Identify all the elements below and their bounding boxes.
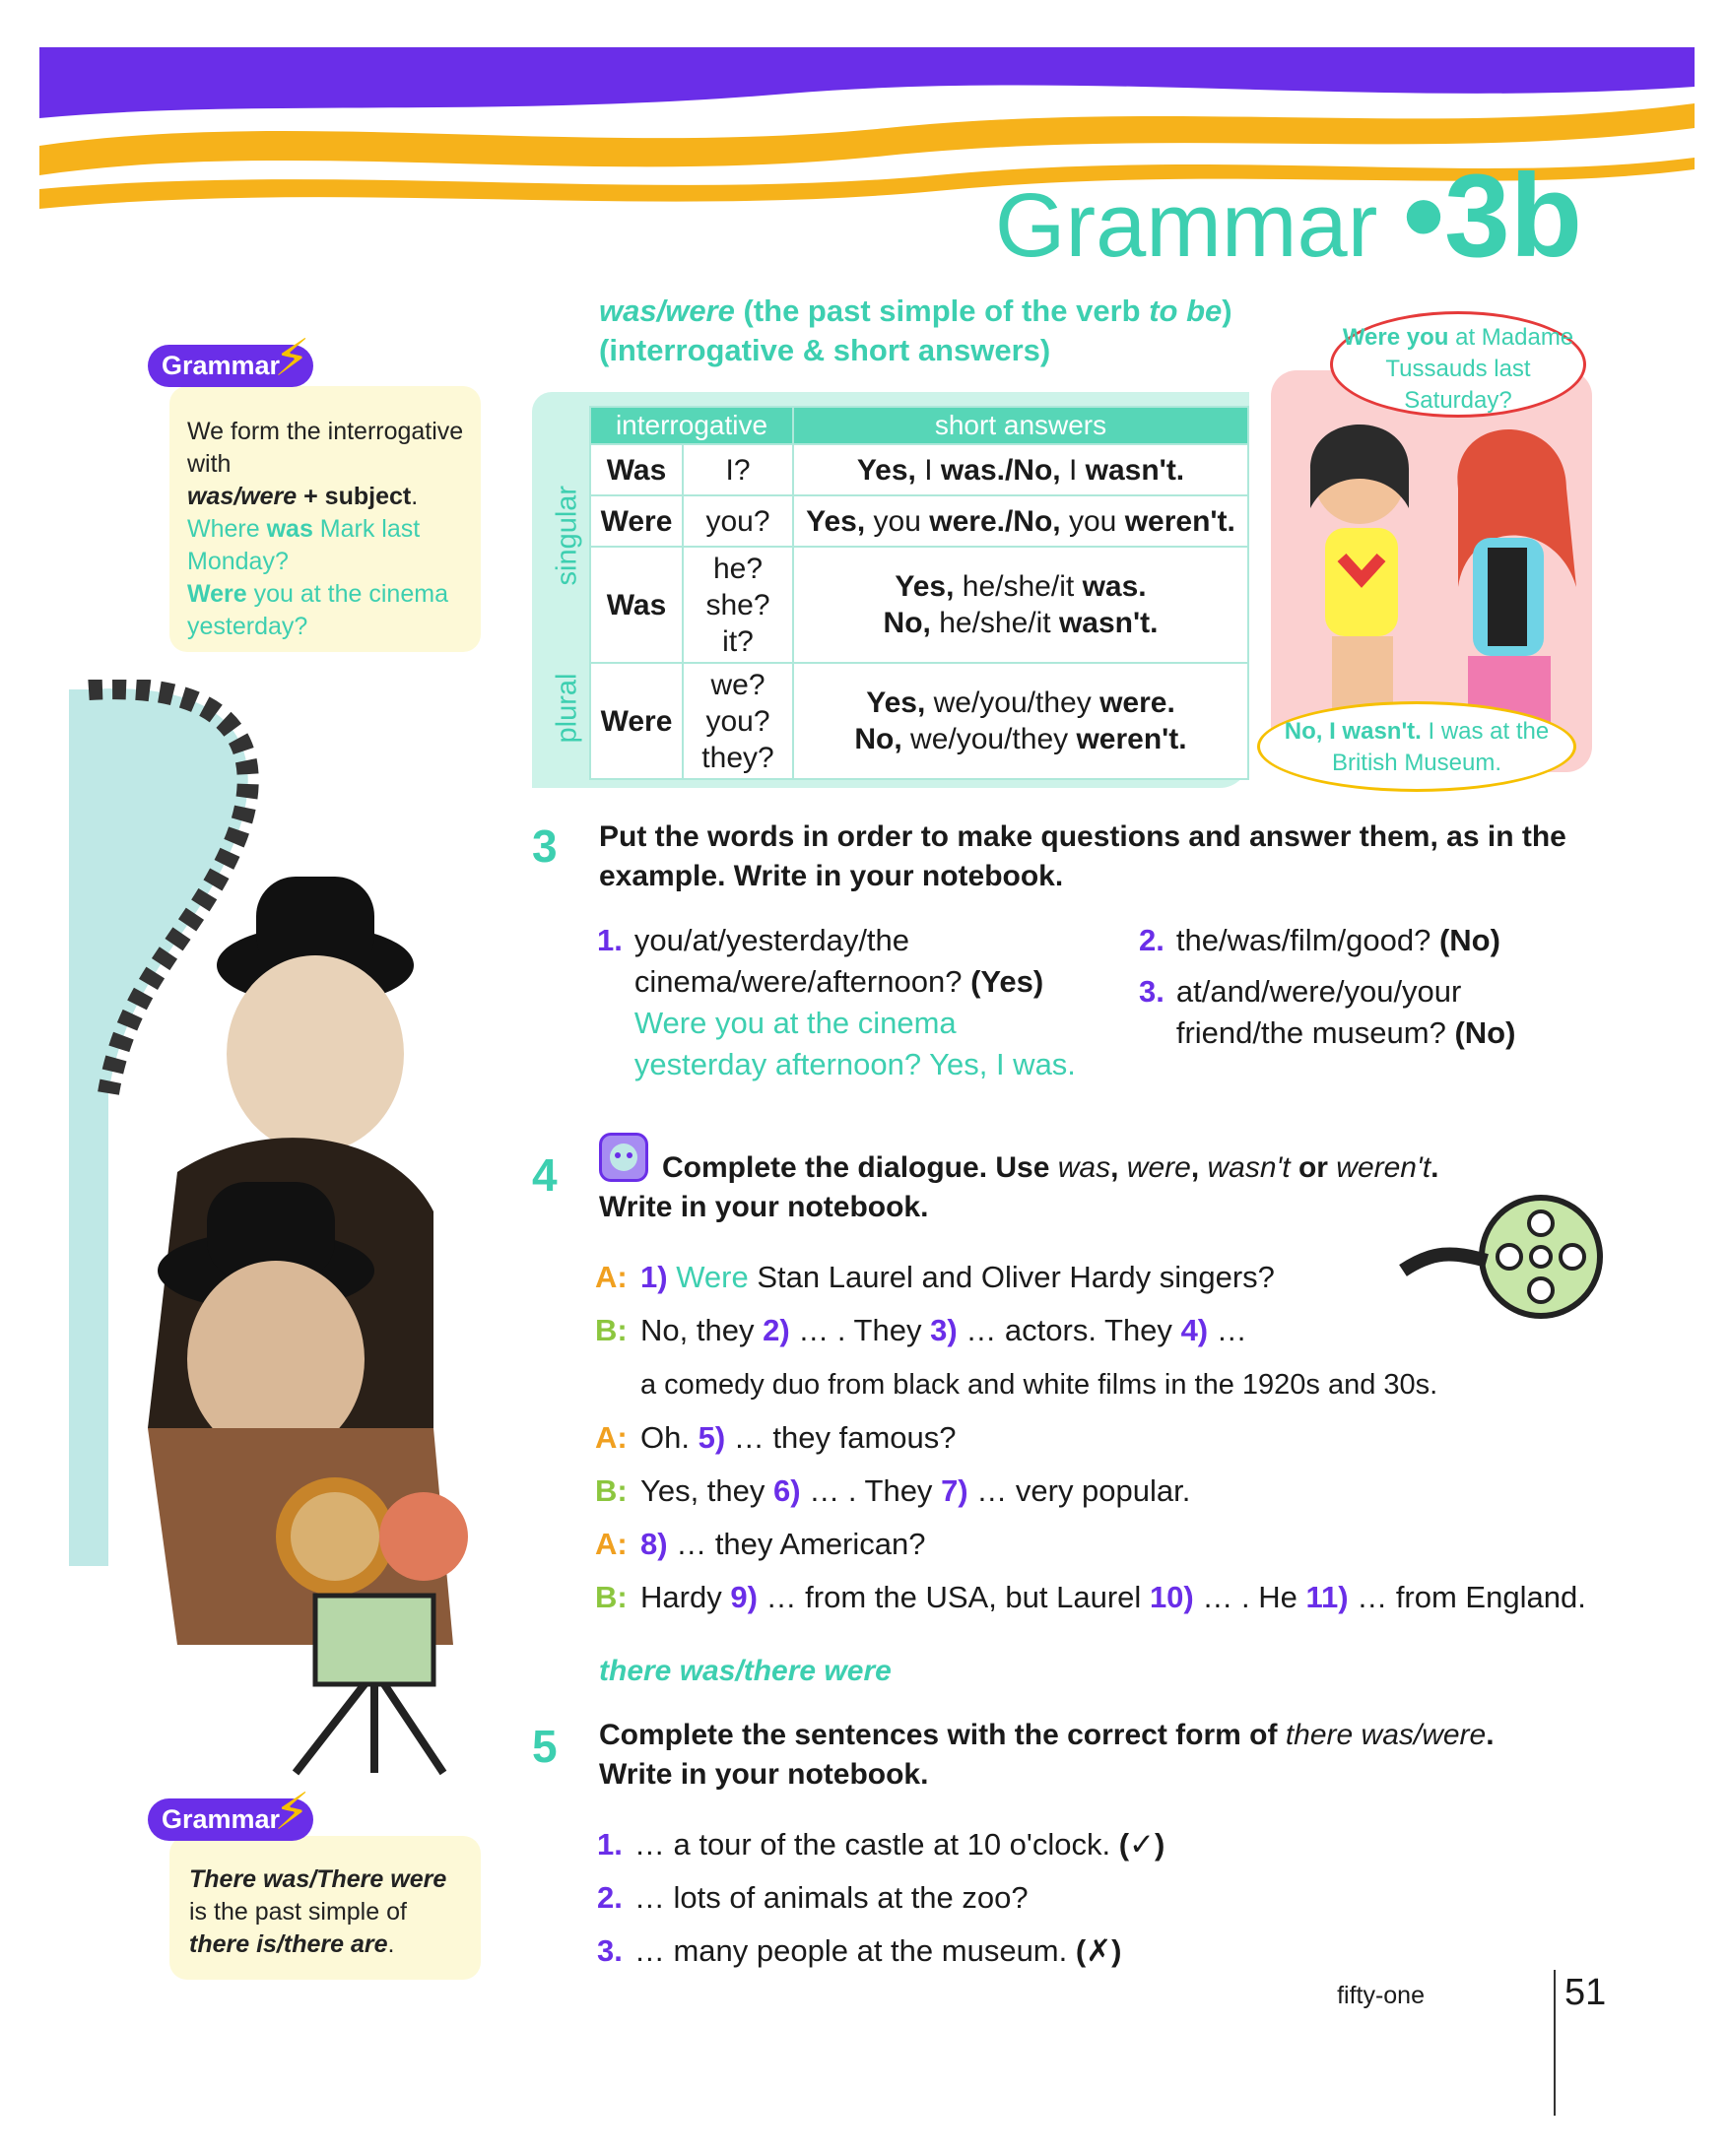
answer-cell — [793, 663, 1248, 779]
answer-subject: I — [924, 453, 933, 487]
blank-number: 7) — [941, 1473, 968, 1508]
item-number: 3. — [1139, 974, 1164, 1009]
item-text: … a tour of the castle at 10 o'clock. — [633, 1827, 1111, 1862]
page-number-word: fifty-one — [1337, 1982, 1425, 2009]
item-mark: (✓) — [1118, 1827, 1165, 1862]
dialogue-line — [595, 1524, 1586, 1565]
dialogue-text: Oh. — [640, 1420, 690, 1455]
speaker-label: A: — [595, 1527, 628, 1561]
list-item — [1139, 920, 1572, 1054]
grammar-tag-label: Grammar — [148, 1798, 313, 1841]
dialogue-text: … they famous? — [733, 1420, 957, 1455]
dialogue-text: … . He — [1202, 1580, 1298, 1614]
instruction-word: weren't — [1336, 1151, 1431, 1184]
instruction-word: there was/were — [1285, 1719, 1487, 1751]
answer-subject: he/she/it — [939, 607, 1051, 639]
answer-bold: Yes, — [806, 504, 866, 538]
example-answer: Were — [676, 1260, 749, 1294]
blank-number: 11) — [1305, 1580, 1349, 1614]
exercise-number: 5 — [532, 1721, 558, 1772]
verb-cell: Was — [590, 547, 683, 663]
dialogue-text: Hardy — [640, 1580, 722, 1614]
speaker-label: A: — [595, 1260, 628, 1294]
speaker-label: B: — [595, 1473, 628, 1508]
answer-bold: wasn't. — [1058, 607, 1159, 639]
blank-number: 4) — [1180, 1313, 1209, 1347]
dialogue-text: Stan Laurel and Oliver Hardy singers? — [757, 1260, 1275, 1294]
list-item — [597, 1824, 1164, 1865]
answer-subject: we/you/they — [933, 686, 1092, 719]
answer-cell — [793, 547, 1248, 663]
item-text: … lots of animals at the zoo? — [633, 1880, 1029, 1915]
blank-number: 6) — [773, 1473, 801, 1508]
page-title: Grammar •3b — [994, 150, 1582, 282]
dialogue — [595, 1257, 1586, 1618]
speaker-label: B: — [595, 1313, 628, 1347]
answer-bold: weren't. — [1076, 723, 1187, 755]
exercise-number: 4 — [532, 1149, 558, 1201]
label-singular: singular — [551, 485, 583, 586]
answer-bold: Yes, — [856, 453, 916, 487]
dialogue-line — [595, 1310, 1586, 1351]
lightning-icon: ⚡ — [274, 330, 310, 387]
pronoun: we? — [710, 668, 765, 701]
note-text: We form the interrogative with — [187, 418, 464, 478]
table-header-row — [590, 407, 1248, 444]
instruction-word: wasn't — [1207, 1151, 1291, 1184]
dialogue-text: … from the USA, but Laurel — [765, 1580, 1142, 1614]
answer-bold: Yes, — [866, 686, 926, 719]
item-hint: (No) — [1438, 923, 1500, 957]
list-item — [597, 1930, 1164, 1972]
item-hint: (Yes) — [970, 964, 1044, 999]
example-text: you at the cinema yesterday? — [187, 580, 448, 640]
speech-bubble-question — [1330, 311, 1586, 418]
dialogue-text: No, they — [640, 1313, 755, 1347]
instruction-word: were — [1126, 1151, 1191, 1184]
list-item — [597, 1877, 1164, 1919]
answer-cell — [793, 444, 1248, 495]
speaker-label: A: — [595, 1420, 628, 1455]
note-bold: there is/there are — [189, 1930, 388, 1958]
example-text: Mark last Monday? — [187, 515, 421, 575]
item-number: 1. — [597, 1827, 623, 1862]
dialogue-line — [595, 1363, 1586, 1405]
example-text: Where — [187, 515, 267, 543]
note-formula-rest: + subject — [303, 483, 412, 510]
heading-close: ) — [1222, 294, 1232, 328]
instruction-text: Complete the dialogue. Use — [662, 1151, 1050, 1184]
dialogue-text: … — [1216, 1313, 1247, 1347]
grammar-note-box-1: We form the interrogative with was/were + subject. Where was Mark last Monday? Were you at the cinema yesterday? — [169, 386, 481, 652]
exercise-instruction: Complete the sentences with the correct form of there was/were. Write in your notebook. — [599, 1719, 1495, 1791]
example-highlight: was — [266, 515, 313, 543]
item-number: 3. — [597, 1933, 623, 1968]
pronoun: it? — [722, 624, 754, 658]
col-short-answers: short answers — [793, 407, 1248, 444]
footer-divider — [1554, 1970, 1556, 2116]
exercise-instruction: Put the words in order to make questions and answer them, as in the example. Write in your notebook. — [599, 820, 1566, 892]
bubble-text: at Madame Tussauds last Saturday? — [1385, 324, 1574, 414]
col-interrogative: interrogative — [590, 407, 793, 444]
section-subheading: there was/there were — [599, 1655, 892, 1687]
answer-cell — [793, 495, 1248, 547]
exercise-instruction: Complete the dialogue. Use was, were, wasn't or weren't. — [662, 1151, 1439, 1184]
instruction-text: or — [1298, 1151, 1328, 1184]
lightning-icon: ⚡ — [274, 1784, 310, 1841]
item-text: at/and/were/you/your friend/the museum? — [1175, 974, 1462, 1050]
blank-number: 5) — [698, 1420, 726, 1455]
exercise5-list — [597, 1824, 1164, 1972]
dialogue-text: a comedy duo from black and white films in the 1920s and 30s. — [640, 1369, 1438, 1401]
item-text: … many people at the museum. — [633, 1933, 1068, 1968]
title-code: 3b — [1443, 150, 1582, 282]
table-row — [590, 495, 1248, 547]
item-text: you/at/yesterday/the cinema/were/afternoon? — [633, 923, 963, 999]
heading-text: (the past simple of the verb — [743, 294, 1141, 328]
answer-bold: No, — [854, 723, 902, 755]
table-row — [590, 663, 1248, 779]
table-row — [590, 547, 1248, 663]
answer-bold: No, — [883, 607, 931, 639]
page-number: 51 — [1564, 1972, 1607, 2013]
list-item — [597, 920, 1090, 1085]
note-formula-italic: was/were — [187, 483, 298, 510]
blank-number: 3) — [930, 1313, 958, 1347]
answer-subject: you — [873, 504, 921, 538]
answer-bold: were./No, — [929, 504, 1061, 538]
bubble-bold: No, I wasn't. — [1284, 718, 1422, 745]
grammar-tag-2 — [148, 1784, 313, 1841]
dialogue-line — [595, 1257, 1586, 1298]
item-hint: (No) — [1454, 1015, 1516, 1050]
example-highlight: Were — [187, 580, 247, 608]
bubble-bold: Were you — [1342, 324, 1449, 351]
dialogue-text: … very popular. — [976, 1473, 1191, 1508]
dialogue-line — [595, 1470, 1586, 1512]
item-text: the/was/film/good? — [1175, 923, 1431, 957]
dialogue-text: … they American? — [676, 1527, 926, 1561]
blank-number: 9) — [730, 1580, 758, 1614]
pronoun-cell — [683, 663, 793, 779]
speech-bubble-answer — [1257, 701, 1576, 792]
answer-bold: was./No, — [940, 453, 1061, 487]
dialogue-text: … actors. They — [965, 1313, 1172, 1347]
instruction-word: was — [1057, 1151, 1111, 1184]
heading-verb: to be — [1149, 294, 1223, 328]
table-row — [590, 444, 1248, 495]
answer-bold: Yes, — [895, 570, 955, 603]
dialogue-line — [595, 1417, 1586, 1459]
item-example-answer: Were you at the cinema yesterday afternoon? Yes, I was. — [633, 1006, 1076, 1081]
answer-subject: he/she/it — [962, 570, 1075, 603]
title-word: Grammar — [994, 175, 1378, 276]
table-heading — [599, 292, 1232, 370]
blank-number: 10) — [1149, 1580, 1194, 1614]
pronoun-cell: I? — [683, 444, 793, 495]
verb-cell: Was — [590, 444, 683, 495]
bubble-text: I was at the British Museum. — [1331, 718, 1550, 776]
item-mark: (✗) — [1075, 1933, 1122, 1968]
answer-bold: were. — [1099, 686, 1175, 719]
dialogue-text: … . They — [809, 1473, 933, 1508]
instruction-text: Complete the sentences with the correct form of — [599, 1719, 1278, 1751]
pronoun-cell — [683, 547, 793, 663]
answer-bold: wasn't. — [1085, 453, 1185, 487]
game-controller-icon — [599, 1133, 648, 1182]
pronoun: she? — [705, 588, 770, 621]
heading-line2: (interrogative & short answers) — [599, 333, 1051, 367]
answer-subject: I — [1068, 453, 1078, 487]
exercise-number: 3 — [532, 820, 558, 872]
grammar-tag-label: Grammar — [148, 345, 313, 387]
dialogue-text: … from England. — [1357, 1580, 1586, 1614]
blank-number: 1) — [640, 1260, 668, 1294]
item-number: 1. — [597, 923, 623, 957]
answer-bold: weren't. — [1124, 504, 1235, 538]
answer-bold: was. — [1082, 570, 1147, 603]
item-number: 2. — [1139, 923, 1164, 957]
comedians-illustration — [69, 680, 483, 1783]
pronoun-cell: you? — [683, 495, 793, 547]
exercise-instruction-2: Write in your notebook. — [599, 1191, 929, 1223]
blank-number: 2) — [763, 1313, 790, 1347]
pronoun: you? — [705, 704, 770, 738]
instruction-text: Write in your notebook. — [599, 1758, 929, 1791]
speaker-label: B: — [595, 1580, 628, 1614]
dialogue-text: Yes, they — [640, 1473, 765, 1508]
dialogue-text: … . They — [798, 1313, 922, 1347]
grammar-tag-1 — [148, 330, 313, 387]
pronoun: they? — [701, 741, 774, 774]
item-number: 2. — [597, 1880, 623, 1915]
verb-cell: Were — [590, 495, 683, 547]
note-bold: There was/There were — [189, 1865, 447, 1893]
label-plural: plural — [551, 673, 583, 744]
answer-subject: we/you/they — [910, 723, 1069, 755]
answer-subject: you — [1068, 504, 1117, 538]
grammar-table — [589, 406, 1249, 780]
grammar-table-frame — [532, 392, 1249, 788]
note-text: is the past simple of — [189, 1898, 407, 1926]
pronoun: he? — [712, 552, 764, 585]
heading-keyword: was/were — [599, 294, 735, 328]
grammar-note-box-2: There was/There were is the past simple of there is/there are. — [169, 1836, 481, 1980]
verb-cell: Were — [590, 663, 683, 779]
blank-number: 8) — [640, 1527, 668, 1561]
dialogue-line — [595, 1577, 1586, 1618]
